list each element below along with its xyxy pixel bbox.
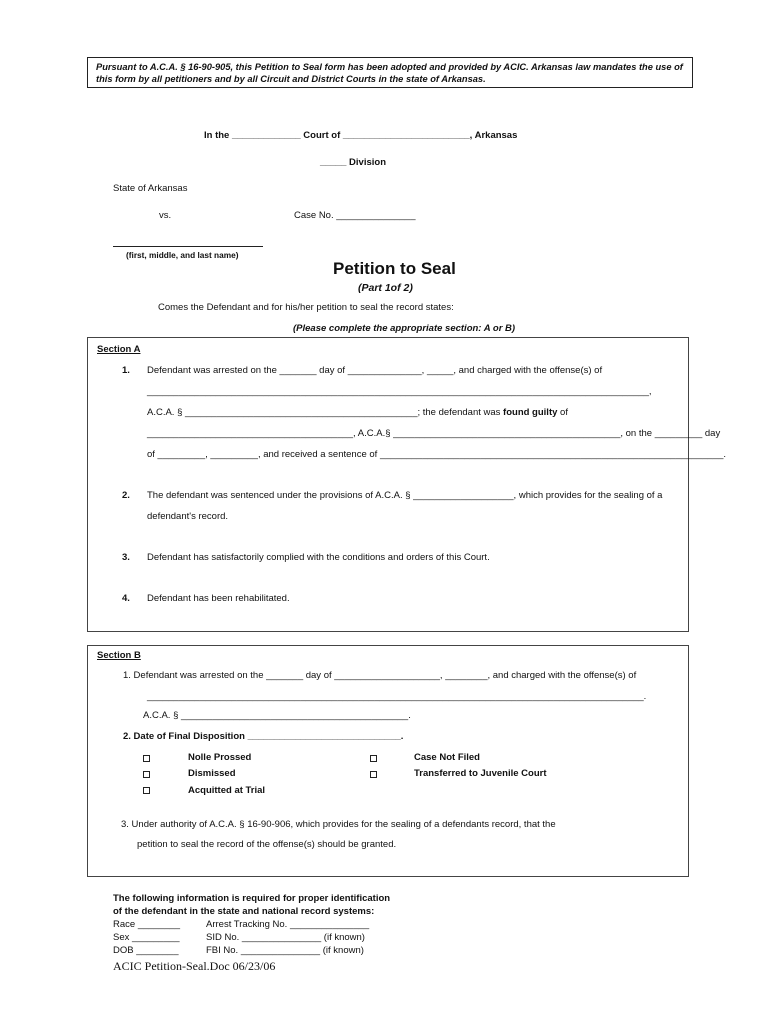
sex-field[interactable]: Sex _________	[113, 932, 180, 943]
section-a-arrest-line[interactable]: Defendant was arrested on the _______ day of ______________, _____, and charged with the offense(s) of	[147, 365, 603, 376]
nolle-prossed-label: Nolle Prossed	[188, 752, 252, 763]
case-number-field[interactable]: Case No. _______________	[294, 210, 416, 221]
acquitted-label: Acquitted at Trial	[188, 785, 266, 796]
dismissed-checkbox[interactable]	[143, 771, 150, 778]
state-of-arkansas: State of Arkansas	[113, 183, 188, 194]
section-a-sentencing-provision[interactable]: The defendant was sentenced under the provisions of A.C.A. § ___________________, which provides for the sealing of a	[147, 490, 663, 501]
section-a-item2-number: 2.	[122, 490, 130, 501]
final-disposition-line[interactable]: 2. Date of Final Disposition _____________________________.	[123, 731, 404, 742]
section-b-authority: 3. Under authority of A.C.A. § 16-90-906, which provides for the sealing of a defendants record, that the	[121, 819, 556, 830]
found-guilty-label: found guilty	[503, 407, 558, 418]
juvenile-court-label: Transferred to Juvenile Court	[414, 768, 547, 779]
section-a-label: Section A	[97, 344, 141, 355]
case-not-filed-label: Case Not Filed	[414, 752, 480, 763]
section-instruction: (Please complete the appropriate section: A or B)	[293, 323, 516, 334]
sid-field[interactable]: SID No. _______________ (if known)	[206, 932, 365, 943]
identification-heading-1: The following information is required for proper identification	[113, 893, 391, 904]
section-a-aca-prefix: A.C.A. § ____________________________________________; the defendant was	[147, 407, 504, 418]
section-a-aca-suffix: of	[557, 407, 568, 418]
arrest-tracking-field[interactable]: Arrest Tracking No. _______________	[206, 919, 370, 930]
section-b-authority-cont: petition to seal the record of the offense(s) should be granted.	[137, 839, 397, 850]
page-title: Petition to Seal	[333, 259, 456, 278]
section-a-sentencing-provision-cont: defendant's record.	[147, 511, 229, 522]
statutory-notice: Pursuant to A.C.A. § 16-90-905, this Petition to Seal form has been adopted and provided by ACIC. Arkansas law mandates the use of this form by all petitioners and by all Circuit and District Courts in the state of Arkansas.	[87, 57, 693, 88]
section-a-offense-line[interactable]: _______________________________________________________________________________________________,	[147, 386, 652, 397]
section-a-sentence-line[interactable]: of _________, _________, and received a sentence of _________________________________________________________________.	[147, 449, 727, 460]
document-footer: ACIC Petition-Seal.Doc 06/23/06	[113, 959, 276, 973]
section-a-aca-line[interactable]	[147, 407, 568, 418]
section-a-compliance: Defendant has satisfactorily complied with the conditions and orders of this Court.	[147, 552, 490, 563]
dob-field[interactable]: DOB ________	[113, 945, 179, 956]
nolle-prossed-checkbox[interactable]	[143, 755, 150, 762]
petition-intro: Comes the Defendant and for his/her petition to seal the record states:	[158, 302, 454, 313]
section-a-item3-number: 3.	[122, 552, 130, 563]
section-a-rehabilitated: Defendant has been rehabilitated.	[147, 593, 290, 604]
section-a-box	[87, 337, 689, 632]
identification-heading-2: of the defendant in the state and national record systems:	[113, 906, 375, 917]
section-b-label: Section B	[97, 650, 141, 661]
section-b-offense-line[interactable]: ______________________________________________________________________________________________.	[147, 691, 647, 702]
defendant-name-line[interactable]	[113, 246, 263, 247]
division-line: _____ Division	[320, 157, 387, 168]
section-b-arrest-line[interactable]: 1. Defendant was arrested on the _______ day of ____________________, ________, and charged with the offense(s) of	[123, 670, 637, 681]
section-a-item4-number: 4.	[122, 593, 130, 604]
section-a-item1-number: 1.	[122, 365, 130, 376]
acquitted-checkbox[interactable]	[143, 787, 150, 794]
dismissed-label: Dismissed	[188, 768, 236, 779]
versus-label: vs.	[159, 210, 172, 221]
case-not-filed-checkbox[interactable]	[370, 755, 377, 762]
race-field[interactable]: Race ________	[113, 919, 181, 930]
part-label: (Part 1of 2)	[358, 282, 413, 294]
fbi-field[interactable]: FBI No. _______________ (if known)	[206, 945, 364, 956]
juvenile-court-checkbox[interactable]	[370, 771, 377, 778]
section-b-aca-line[interactable]: A.C.A. § ___________________________________________.	[143, 710, 411, 721]
defendant-name-label: (first, middle, and last name)	[126, 250, 239, 260]
section-a-guilty-offense-line[interactable]: _______________________________________, A.C.A.§ ___________________________________________, on the _________ day	[147, 428, 721, 439]
court-caption: In the _____________ Court of ________________________, Arkansas	[204, 130, 518, 141]
